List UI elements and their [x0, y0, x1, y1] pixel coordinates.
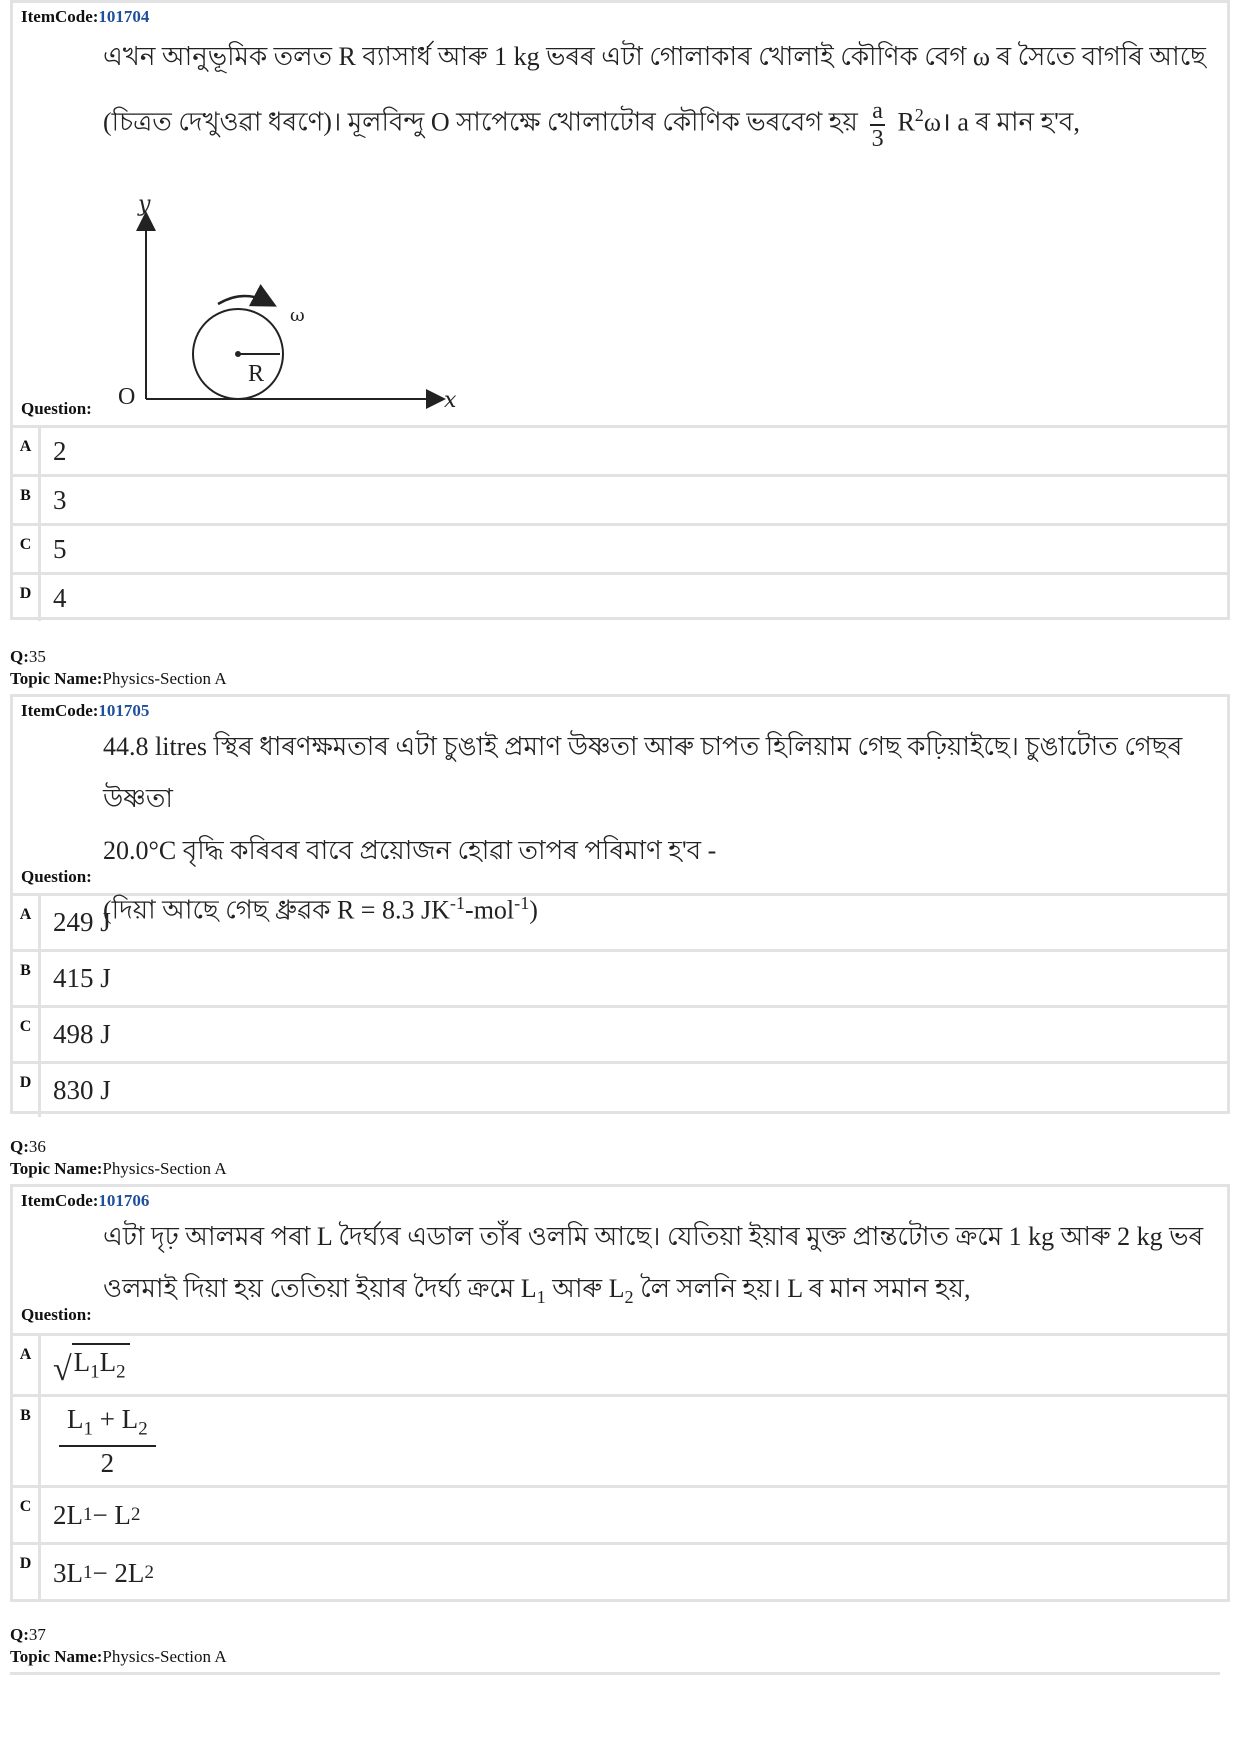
- option-d[interactable]: D 830 J: [13, 1064, 1227, 1117]
- option-b[interactable]: B 3: [13, 477, 1227, 526]
- question-block-q36: [10, 1184, 1230, 1602]
- divider: [10, 1672, 1220, 1675]
- question-line: ওলমাই দিয়া হয় তেতিয়া ইয়াৰ দৈৰ্ঘ্য ক্ৰমে $L_1$ আৰু $L_2$ লৈ সলনি হয়। L ৰ মান সমান হয়,: [103, 1274, 971, 1308]
- fraction-a-over-3: $\frac{a}{3}$: [871, 97, 884, 152]
- question-block-q34: [10, 0, 1230, 620]
- option-c[interactable]: C 2L 1 − L 2: [13, 1488, 1227, 1545]
- square-root-expression: √ $L_1L_2$: [53, 1343, 130, 1387]
- option-b[interactable]: B $\frac{L_1 + L_2}{2}$: [13, 1397, 1227, 1488]
- rolling-shell-figure: [108, 189, 478, 419]
- question-line: 44.8 litres স্থিৰ ধাৰণক্ষমতাৰ এটা চুঙাই প্ৰমাণ উষ্ণতা আৰু চাপত হিলিয়াম গেছ কঢ়িয়াইছে। চুঙাটোত গেছৰ উষ্ণতা: [103, 732, 1183, 813]
- option-b[interactable]: B 415 J: [13, 952, 1227, 1008]
- question-line: এটা দৃঢ় আলমৰ পৰা L দৈৰ্ঘ্যৰ এডাল তাঁৰ ওলমি আছে। যেতিয়া ইয়াৰ মুক্ত প্ৰান্তটোত ক্ৰমে 1 kg আৰু 2 kg ভৰ: [103, 1222, 1204, 1251]
- rotation-arrow: [218, 296, 268, 304]
- question-header-q37: Q:37 Topic Name:Physics-Section A: [10, 1625, 227, 1666]
- omega-label: ω: [290, 305, 305, 326]
- question-line: 20.0°C বৃদ্ধি কৰিবৰ বাবে প্ৰয়োজন হোৱা তাপৰ পৰিমাণ হ'ব -: [103, 836, 717, 865]
- option-a[interactable]: A 2: [13, 428, 1227, 477]
- x-label: x: [444, 388, 457, 413]
- question-line: (চিত্ৰত দেখুওৱা ধৰণে)। মূলবিন্দু O সাপেক্ষে খোলাটোৰ কৌণিক ভৰবেগ হয় $\frac{a}{3}$ $R^2\omega।$ a ৰ মান হ'ব,: [103, 97, 1080, 152]
- option-a[interactable]: A 249 J: [13, 896, 1227, 952]
- question-text: [103, 1211, 1217, 1323]
- option-d[interactable]: D 3L 1 − 2L 2: [13, 1545, 1227, 1601]
- item-code: ItemCode:101705: [21, 701, 150, 720]
- question-label: Question:: [21, 867, 92, 886]
- question-label: Question:: [21, 399, 92, 418]
- question-header-q35: Q:35 Topic Name:Physics-Section A: [10, 647, 227, 688]
- option-a[interactable]: A √ $L_1L_2$: [13, 1336, 1227, 1397]
- question-header-q36: Q:36 Topic Name:Physics-Section A: [10, 1137, 227, 1178]
- question-line: এখন আনুভূমিক তলত R ব্যাসাৰ্ধ আৰু 1 kg ভৰৰ এটা গোলাকাৰ খোলাই কৌণিক বেগ ω ৰ সৈতে বাগৰি আছে: [103, 42, 1206, 71]
- y-label: y: [138, 192, 151, 217]
- fraction-expression: $\frac{L_1 + L_2}{2}$: [59, 1403, 156, 1479]
- option-c[interactable]: C 498 J: [13, 1008, 1227, 1064]
- option-d[interactable]: D 4: [13, 575, 1227, 621]
- option-c[interactable]: C 5: [13, 526, 1227, 575]
- question-line: (দিয়া আছে গেছ ধ্ৰুৱক R = 8.3 $JK^{-1}-mol^{-1}$): [103, 893, 538, 925]
- question-cell: [13, 1187, 1227, 1336]
- question-block-q35: [10, 694, 1230, 1114]
- origin-label: O: [118, 384, 136, 410]
- question-cell: [13, 3, 1227, 428]
- item-code: ItemCode:101706: [21, 1191, 150, 1210]
- item-code: ItemCode:101704: [21, 7, 150, 26]
- question-text: [103, 721, 1217, 937]
- question-text: [103, 31, 1217, 152]
- question-label: Question:: [21, 1305, 92, 1324]
- radius-label: R: [248, 361, 265, 387]
